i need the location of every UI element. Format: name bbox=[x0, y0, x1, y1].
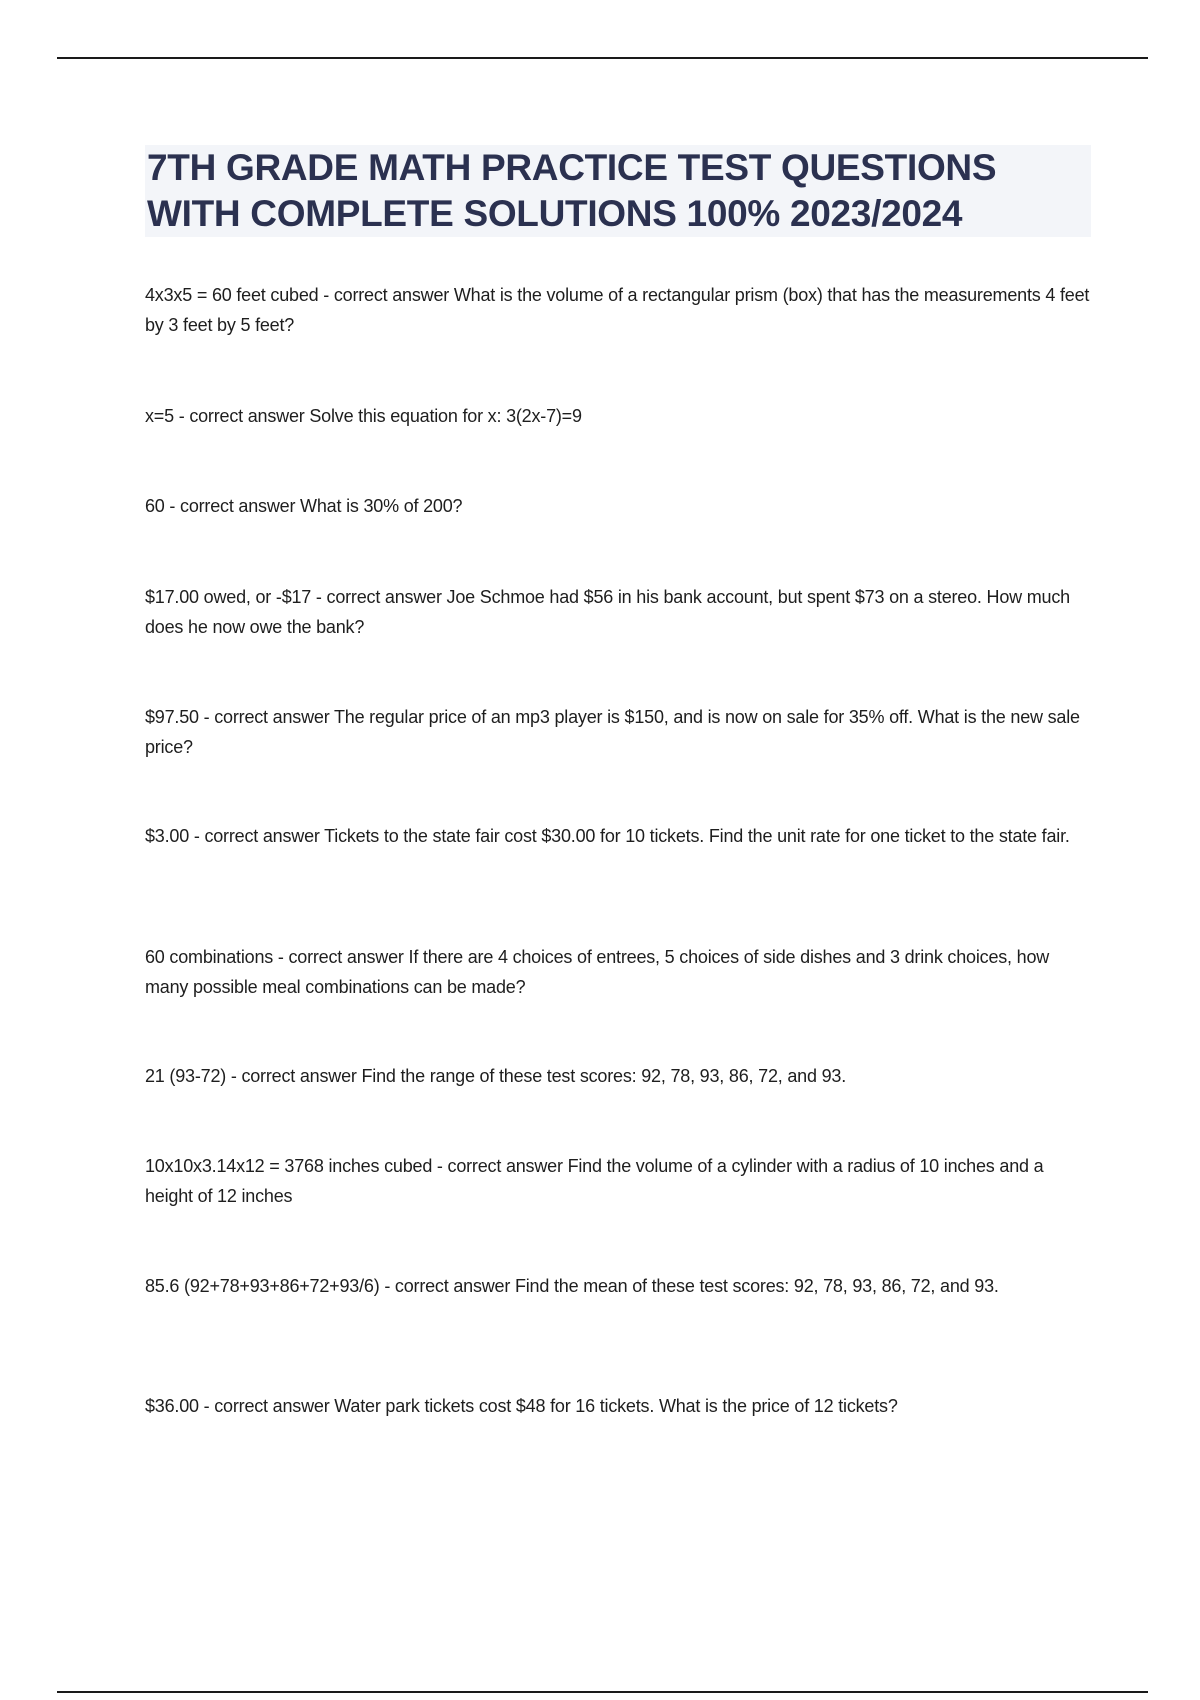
bottom-rule bbox=[57, 1691, 1148, 1693]
qa-item-2: x=5 - correct answer Solve this equation for x: 3(2x-7)=9 bbox=[145, 406, 582, 426]
qa-item-4: $17.00 owed, or -$17 - correct answer Joe Schmoe had $56 in his bank account, but spent $73 on a stereo. How much does he now owe the bank? bbox=[145, 587, 1070, 637]
qa-item-1: 4x3x5 = 60 feet cubed - correct answer What is the volume of a rectangular prism (box) that has the measurements 4 feet by 3 feet by 5 feet? bbox=[145, 285, 1090, 335]
title-line-1: 7TH GRADE MATH PRACTICE TEST QUESTIONS bbox=[147, 147, 997, 188]
qa-item-3: 60 - correct answer What is 30% of 200? bbox=[145, 496, 463, 516]
qa-item-9: 10x10x3.14x12 = 3768 inches cubed - correct answer Find the volume of a cylinder with a radius of 10 inches and a height of 12 inches bbox=[145, 1156, 1044, 1206]
qa-item-10: 85.6 (92+78+93+86+72+93/6) - correct answer Find the mean of these test scores: 92, 78, 93, 86, 72, and 93. bbox=[145, 1276, 999, 1296]
top-rule bbox=[57, 57, 1148, 59]
qa-item-5: $97.50 - correct answer The regular price of an mp3 player is $150, and is now on sale for 35% off. What is the new sale price? bbox=[145, 707, 1080, 757]
qa-item-11: $36.00 - correct answer Water park tickets cost $48 for 16 tickets. What is the price of 12 tickets? bbox=[145, 1396, 898, 1416]
qa-item-8: 21 (93-72) - correct answer Find the range of these test scores: 92, 78, 93, 86, 72, and 93. bbox=[145, 1066, 847, 1086]
qa-item-6: $3.00 - correct answer Tickets to the state fair cost $30.00 for 10 tickets. Find the unit rate for one ticket to the state fair. bbox=[145, 826, 1070, 846]
qa-item-7: 60 combinations - correct answer If there are 4 choices of entrees, 5 choices of side dishes and 3 drink choices, how many possible meal combinations can be made? bbox=[145, 947, 1050, 997]
title-line-2: WITH COMPLETE SOLUTIONS 100% 2023/2024 bbox=[147, 193, 963, 234]
document-title bbox=[145, 145, 1091, 237]
